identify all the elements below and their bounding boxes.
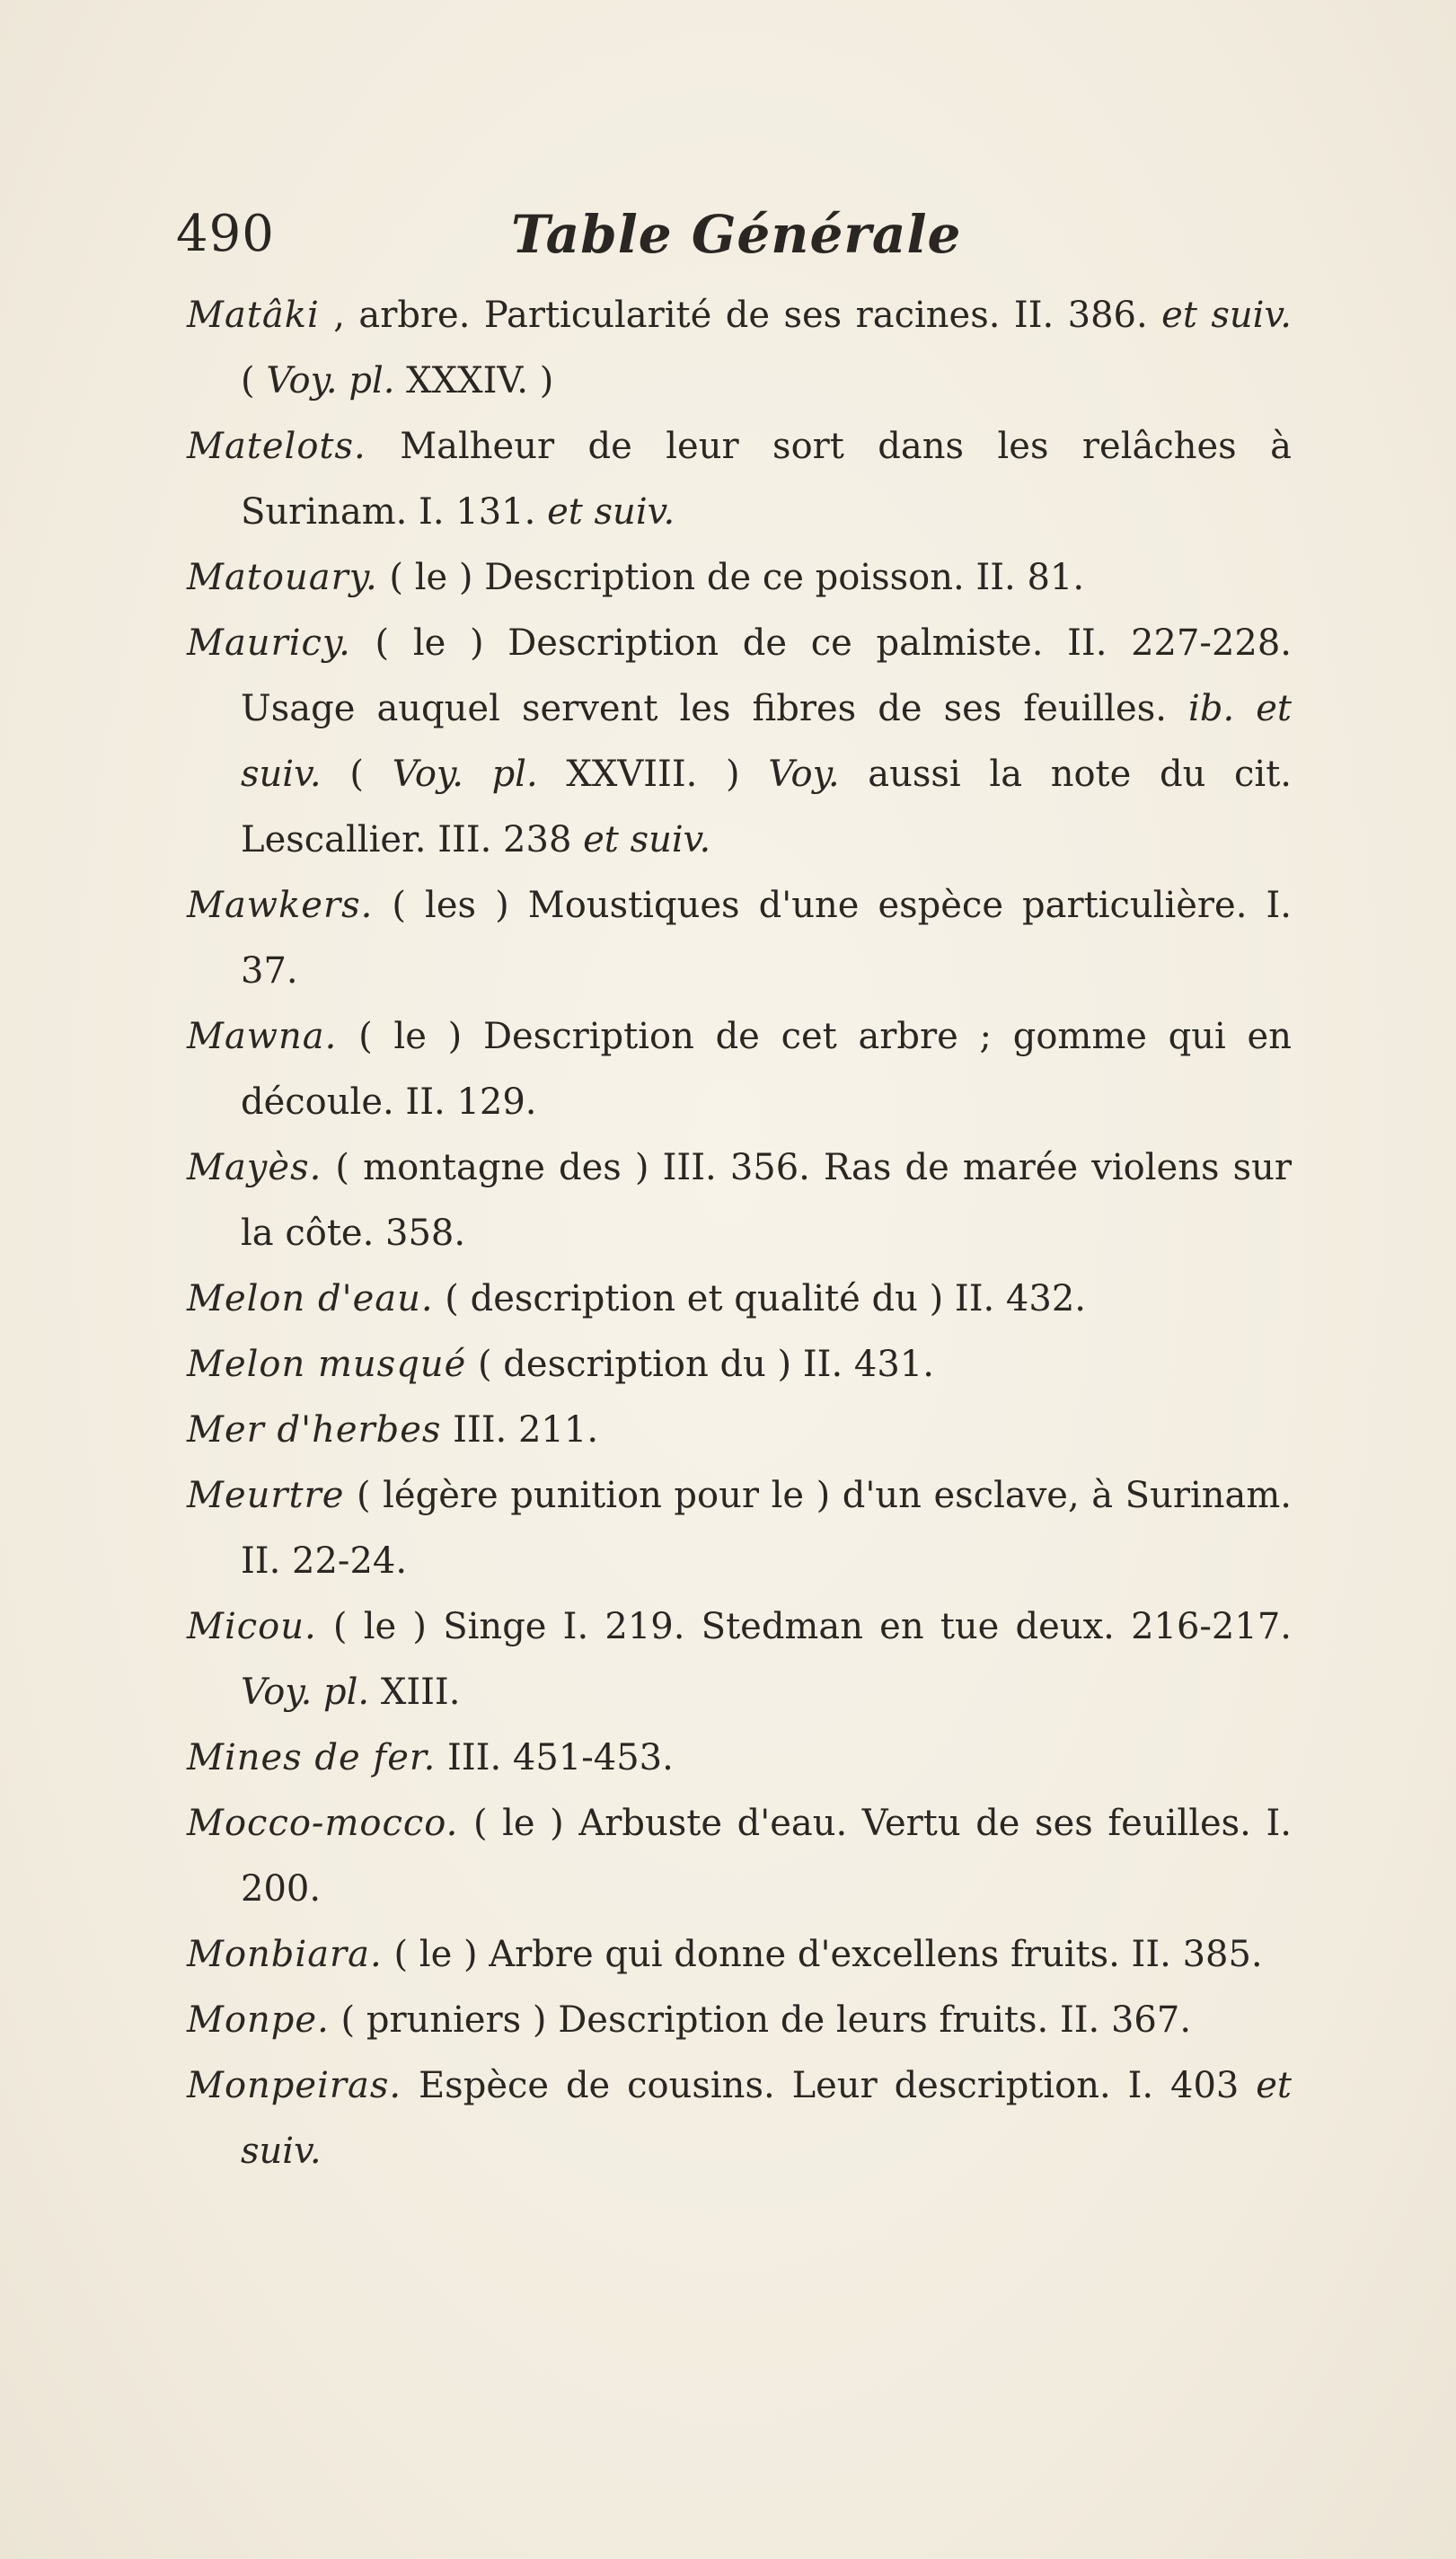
index-entries [187,283,1292,2184]
entry-term: Matelots. [187,426,366,467]
entry-term: Matâki [187,295,320,336]
entry-term: Mines de fer. [187,1737,437,1778]
entry-term: Mauricy. [187,622,351,664]
entry-term: Melon musqué [187,1344,467,1385]
index-entry: Melon d'eau. ( description et qualité du ) II. 432. [187,1278,1086,1319]
running-title: Table Générale [511,204,962,265]
entry-term: Mawna. [187,1016,338,1057]
index-entry: Mocco-mocco. ( le ) Arbuste d'eau. Vertu de ses feuilles. I. 200. [187,1803,1292,1910]
entry-term: Melon d'eau. [187,1278,434,1319]
index-entry: Micou. ( le ) Singe I. 219. Stedman en tue deux. 216-217. Voy. pl. XIII. [187,1606,1292,1713]
index-entry: Mines de fer. III. 451-453. [187,1737,674,1778]
entry-term: Matouary. [187,557,378,598]
index-entry: Mer d'herbes III. 211. [187,1409,599,1451]
entry-term: Monpe. [187,1999,330,2041]
index-entry: Melon musqué ( description du ) II. 431. [187,1344,934,1385]
index-entry: Mawna. ( le ) Description de cet arbre ; gomme qui en découle. II. 129. [187,1016,1292,1123]
entry-term: Mayès. [187,1147,322,1188]
entry-term: Mawkers. [187,885,374,926]
index-entry: Mayès. ( montagne des ) III. 356. Ras de marée violens sur la côte. 358. [187,1147,1292,1254]
page-number: 490 [176,205,275,263]
index-entry: Monpe. ( pruniers ) Description de leurs fruits. II. 367. [187,1999,1192,2041]
index-entry: Monbiara. ( le ) Arbre qui donne d'excellens fruits. II. 385. [187,1934,1263,1975]
index-entry: Mawkers. ( les ) Moustiques d'une espèce particulière. I. 37. [187,885,1292,992]
index-entry: Mauricy. ( le ) Description de ce palmiste. II. 227-228. Usage auquel servent les fibres de ses feuilles. ib. et suiv. ( Voy. pl. XXVIII. ) Voy. aussi la note du cit. Lescallier. III. 238 et suiv. [187,622,1292,860]
entry-term: Monpeiras. [187,2065,402,2106]
entry-term: Meurtre [187,1475,345,1516]
page-header [176,203,1290,275]
entry-term: Mer d'herbes [187,1409,442,1451]
entry-term: Monbiara. [187,1934,383,1975]
index-entry: Matâki , arbre. Particularité de ses racines. II. 386. et suiv. ( Voy. pl. XXXIV. ) [187,295,1293,401]
entry-term: Mocco-mocco. [187,1803,459,1844]
index-entry: Monpeiras. Espèce de cousins. Leur description. I. 403 et suiv. [187,2065,1292,2172]
entry-term: Micou. [187,1606,317,1647]
index-entry: Matelots. Malheur de leur sort dans les relâches à Surinam. I. 131. et suiv. [187,426,1292,533]
index-entry: Meurtre ( légère punition pour le ) d'un esclave, à Surinam. II. 22-24. [187,1475,1292,1582]
index-entry: Matouary. ( le ) Description de ce poisson. II. 81. [187,557,1085,598]
